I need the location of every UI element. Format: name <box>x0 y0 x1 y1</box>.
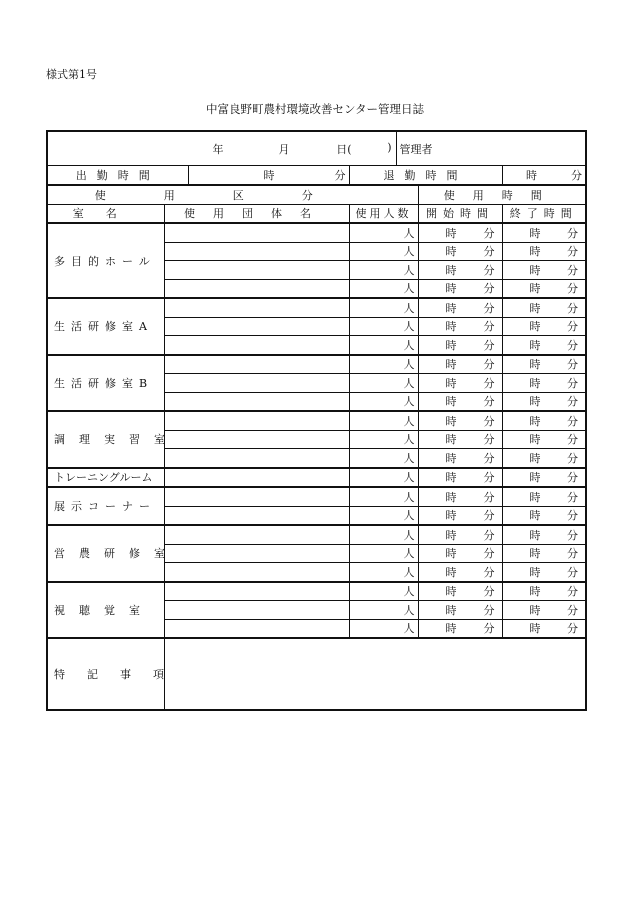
group-name-cell[interactable] <box>164 525 349 544</box>
minute-unit: 分 <box>567 528 579 542</box>
room-name: 展示コーナー <box>54 500 156 513</box>
person-unit: 人 <box>403 395 415 409</box>
attendance-cell[interactable] <box>349 619 418 638</box>
person-unit: 人 <box>403 471 415 485</box>
minute-unit: 分 <box>567 603 579 617</box>
person-unit: 人 <box>403 433 415 447</box>
room-name: 視聴覚室 <box>54 603 154 617</box>
minute-unit: 分 <box>483 433 495 447</box>
group-name-cell[interactable] <box>164 374 349 393</box>
end-time-label: 終了時間 <box>509 207 578 221</box>
end-time-cell[interactable] <box>502 261 586 280</box>
group-name-cell[interactable] <box>164 411 349 430</box>
hour-unit: 時 <box>445 585 457 599</box>
group-name-cell[interactable] <box>164 430 349 449</box>
group-name-cell[interactable] <box>164 317 349 336</box>
person-unit: 人 <box>403 301 415 315</box>
hour-unit: 時 <box>529 471 541 485</box>
attendance-cell[interactable] <box>349 449 418 468</box>
start-time-cell[interactable] <box>418 242 502 261</box>
group-name-cell[interactable] <box>164 468 349 488</box>
hour-unit: 時 <box>529 395 541 409</box>
end-time-cell[interactable] <box>502 487 586 506</box>
hour-unit: 時 <box>529 547 541 561</box>
group-name-cell[interactable] <box>164 449 349 468</box>
end-time-cell[interactable] <box>502 601 586 620</box>
arrival-label-cell <box>47 166 188 186</box>
hour-unit: 時 <box>529 433 541 447</box>
minute-unit: 分 <box>483 565 495 579</box>
usage-section-header <box>47 185 418 204</box>
hour-unit: 時 <box>529 301 541 315</box>
attendance-cell[interactable] <box>349 487 418 506</box>
hour-unit: 時 <box>529 226 541 240</box>
person-unit: 人 <box>403 528 415 542</box>
minute-unit: 分 <box>483 603 495 617</box>
minute-unit: 分 <box>567 509 579 523</box>
minute-unit: 分 <box>483 509 495 523</box>
day-open-label: 日( <box>336 142 352 156</box>
attendance-cell[interactable] <box>349 317 418 336</box>
hour-unit: 時 <box>445 603 457 617</box>
hour-unit: 時 <box>445 245 457 259</box>
year-label: 年 <box>212 142 224 156</box>
minute-unit: 分 <box>567 320 579 334</box>
start-time-cell[interactable] <box>418 619 502 638</box>
minute-unit: 分 <box>567 376 579 390</box>
start-time-cell[interactable] <box>418 525 502 544</box>
minute-unit: 分 <box>567 263 579 277</box>
start-time-cell[interactable] <box>418 317 502 336</box>
person-unit: 人 <box>403 338 415 352</box>
group-name-cell[interactable] <box>164 261 349 280</box>
room-name-cell <box>47 582 164 639</box>
hour-unit: 時 <box>445 509 457 523</box>
start-time-cell[interactable] <box>418 468 502 488</box>
usage-time-header <box>418 185 586 204</box>
room-name: 営農研修室 <box>54 547 179 561</box>
person-unit: 人 <box>403 282 415 296</box>
attendance-time-row <box>47 166 586 186</box>
hour-unit: 時 <box>529 509 541 523</box>
end-time-cell[interactable] <box>502 279 586 298</box>
group-name-cell[interactable] <box>164 392 349 411</box>
hour-unit: 時 <box>445 565 457 579</box>
person-unit: 人 <box>403 509 415 523</box>
hour-unit: 時 <box>445 263 457 277</box>
usage-section-label: 使用区分 <box>94 188 371 202</box>
departure-label: 退勤時間 <box>383 169 468 182</box>
attendance-cell[interactable] <box>349 544 418 563</box>
attendance-cell[interactable] <box>349 563 418 582</box>
hour-unit: 時 <box>445 301 457 315</box>
attendance-cell[interactable] <box>349 601 418 620</box>
attendance-cell[interactable] <box>349 374 418 393</box>
start-time-cell[interactable] <box>418 223 502 242</box>
person-unit: 人 <box>403 451 415 465</box>
hour-unit: 時 <box>445 451 457 465</box>
attendance-label: 使用人数 <box>355 207 412 221</box>
start-time-cell[interactable] <box>418 298 502 317</box>
hour-unit: 時 <box>445 414 457 428</box>
attendance-cell[interactable] <box>349 411 418 430</box>
end-time-cell[interactable] <box>502 374 586 393</box>
person-unit: 人 <box>403 245 415 259</box>
hour-unit: 時 <box>529 603 541 617</box>
minute-unit: 分 <box>483 547 495 561</box>
attendance-cell[interactable] <box>349 298 418 317</box>
minute-unit: 分 <box>483 490 495 504</box>
end-time-cell[interactable] <box>502 468 586 488</box>
person-unit: 人 <box>403 585 415 599</box>
hour-unit: 時 <box>445 338 457 352</box>
table-row <box>47 411 586 430</box>
start-time-cell[interactable] <box>418 374 502 393</box>
group-name-cell[interactable] <box>164 223 349 242</box>
hour-unit: 時 <box>529 528 541 542</box>
group-name-cell[interactable] <box>164 563 349 582</box>
minute-unit: 分 <box>483 414 495 428</box>
end-time-cell[interactable] <box>502 506 586 525</box>
document-title: 中富良野町農村環境改善センター管理日誌 <box>205 102 425 116</box>
attendance-cell[interactable] <box>349 392 418 411</box>
attendance-cell[interactable] <box>349 261 418 280</box>
start-time-header <box>418 204 502 223</box>
room-name: 生活研修室B <box>54 376 154 390</box>
room-name: 調理実習室 <box>54 433 179 447</box>
hour-unit: 時 <box>445 471 457 485</box>
notes-row <box>47 638 586 710</box>
group-name-cell[interactable] <box>164 336 349 355</box>
person-unit: 人 <box>403 603 415 617</box>
end-time-cell[interactable] <box>502 563 586 582</box>
start-time-cell[interactable] <box>418 261 502 280</box>
group-name-cell[interactable] <box>164 242 349 261</box>
hour-unit: 時 <box>445 622 457 636</box>
group-name-cell[interactable] <box>164 355 349 374</box>
hour-unit: 時 <box>529 263 541 277</box>
start-time-cell[interactable] <box>418 563 502 582</box>
hour-unit: 時 <box>529 622 541 636</box>
attendance-cell[interactable] <box>349 506 418 525</box>
hour-unit: 時 <box>529 320 541 334</box>
column-header-row <box>47 204 586 223</box>
departure-hour: 時 <box>526 169 538 182</box>
minute-unit: 分 <box>567 414 579 428</box>
start-time-cell[interactable] <box>418 601 502 620</box>
end-time-cell[interactable] <box>502 449 586 468</box>
room-name-cell <box>47 525 179 582</box>
end-time-cell[interactable] <box>502 411 586 430</box>
attendance-header <box>349 204 418 223</box>
table-row <box>47 223 586 242</box>
end-time-cell[interactable] <box>502 430 586 449</box>
hour-unit: 時 <box>529 358 541 372</box>
end-time-cell[interactable] <box>502 298 586 317</box>
group-name-cell[interactable] <box>164 506 349 525</box>
hour-unit: 時 <box>529 245 541 259</box>
person-unit: 人 <box>403 263 415 277</box>
end-time-cell[interactable] <box>502 242 586 261</box>
start-time-cell[interactable] <box>418 506 502 525</box>
month-label: 月 <box>278 142 290 156</box>
hour-unit: 時 <box>529 451 541 465</box>
room-name-cell <box>47 355 164 412</box>
minute-unit: 分 <box>567 358 579 372</box>
minute-unit: 分 <box>567 585 579 599</box>
minute-unit: 分 <box>483 622 495 636</box>
attendance-cell[interactable] <box>349 355 418 374</box>
minute-unit: 分 <box>483 338 495 352</box>
group-name-cell[interactable] <box>164 582 349 601</box>
start-time-cell[interactable] <box>418 336 502 355</box>
departure-time-cell[interactable] <box>502 166 586 186</box>
minute-unit: 分 <box>483 245 495 259</box>
arrival-label: 出勤時間 <box>75 169 160 182</box>
manager-cell[interactable] <box>396 131 586 166</box>
management-log-table <box>46 130 587 711</box>
minute-unit: 分 <box>483 471 495 485</box>
start-time-cell[interactable] <box>418 355 502 374</box>
person-unit: 人 <box>403 320 415 334</box>
table-row <box>47 525 586 544</box>
attendance-cell[interactable] <box>349 582 418 601</box>
minute-unit: 分 <box>567 451 579 465</box>
departure-label-cell <box>349 166 502 186</box>
end-time-cell[interactable] <box>502 336 586 355</box>
usage-time-label: 使用時間 <box>443 188 560 202</box>
minute-unit: 分 <box>567 565 579 579</box>
table-row <box>47 355 586 374</box>
room-name-cell <box>47 223 164 298</box>
notes-label-cell <box>47 638 186 710</box>
start-time-cell[interactable] <box>418 279 502 298</box>
person-unit: 人 <box>403 565 415 579</box>
end-time-cell[interactable] <box>502 544 586 563</box>
minute-unit: 分 <box>483 395 495 409</box>
hour-unit: 時 <box>529 565 541 579</box>
person-unit: 人 <box>403 547 415 561</box>
room-name-label: 室名 <box>72 207 139 221</box>
hour-unit: 時 <box>445 320 457 334</box>
minute-unit: 分 <box>483 451 495 465</box>
attendance-cell[interactable] <box>349 223 418 242</box>
arrival-time-cell[interactable] <box>188 166 349 186</box>
minute-unit: 分 <box>567 245 579 259</box>
end-time-cell[interactable] <box>502 223 586 242</box>
form-number: 様式第1号 <box>46 68 97 81</box>
group-name-cell[interactable] <box>164 298 349 317</box>
attendance-cell[interactable] <box>349 430 418 449</box>
notes-field[interactable] <box>164 638 586 710</box>
group-name-cell[interactable] <box>164 544 349 563</box>
end-time-cell[interactable] <box>502 525 586 544</box>
hour-unit: 時 <box>445 395 457 409</box>
column-group-header-row <box>47 185 586 204</box>
table-row <box>47 468 586 488</box>
hour-unit: 時 <box>445 433 457 447</box>
group-name-label: 使用団体名 <box>184 207 329 221</box>
hour-unit: 時 <box>529 490 541 504</box>
group-name-cell[interactable] <box>164 601 349 620</box>
departure-minute: 分 <box>571 169 583 182</box>
date-row <box>47 131 586 166</box>
table-row <box>47 487 586 506</box>
start-time-cell[interactable] <box>418 411 502 430</box>
minute-unit: 分 <box>483 226 495 240</box>
minute-unit: 分 <box>567 471 579 485</box>
table-row <box>47 582 586 601</box>
minute-unit: 分 <box>483 376 495 390</box>
minute-unit: 分 <box>567 338 579 352</box>
person-unit: 人 <box>403 414 415 428</box>
start-time-cell[interactable] <box>418 487 502 506</box>
hour-unit: 時 <box>529 282 541 296</box>
table-row <box>47 298 586 317</box>
start-time-label: 開始時間 <box>426 207 495 221</box>
room-name: 多目的ホール <box>54 254 156 268</box>
notes-label: 特記事項 <box>54 668 186 681</box>
end-time-cell[interactable] <box>502 355 586 374</box>
person-unit: 人 <box>403 226 415 240</box>
end-time-cell[interactable] <box>502 619 586 638</box>
room-name-cell <box>47 487 164 525</box>
attendance-cell[interactable] <box>349 336 418 355</box>
attendance-cell[interactable] <box>349 279 418 298</box>
room-name-cell <box>47 298 164 355</box>
minute-unit: 分 <box>567 226 579 240</box>
person-unit: 人 <box>403 490 415 504</box>
end-time-cell[interactable] <box>502 392 586 411</box>
room-name: トレーニングルーム <box>54 471 153 485</box>
minute-unit: 分 <box>483 528 495 542</box>
person-unit: 人 <box>403 376 415 390</box>
arrival-hour: 時 <box>263 169 275 182</box>
hour-unit: 時 <box>529 376 541 390</box>
manager-label: 管理者 <box>399 142 433 156</box>
arrival-minute: 分 <box>334 169 346 182</box>
group-name-header <box>164 204 349 223</box>
person-unit: 人 <box>403 622 415 636</box>
minute-unit: 分 <box>567 301 579 315</box>
hour-unit: 時 <box>445 547 457 561</box>
minute-unit: 分 <box>567 395 579 409</box>
minute-unit: 分 <box>567 490 579 504</box>
minute-unit: 分 <box>567 433 579 447</box>
minute-unit: 分 <box>567 282 579 296</box>
end-time-header <box>502 204 586 223</box>
hour-unit: 時 <box>445 528 457 542</box>
group-name-cell[interactable] <box>164 619 349 638</box>
attendance-cell[interactable] <box>349 468 418 488</box>
start-time-cell[interactable] <box>418 449 502 468</box>
room-name-cell <box>47 411 179 468</box>
minute-unit: 分 <box>483 585 495 599</box>
hour-unit: 時 <box>445 490 457 504</box>
room-name: 生活研修室A <box>54 320 153 334</box>
hour-unit: 時 <box>445 358 457 372</box>
room-name-header <box>47 204 164 223</box>
start-time-cell[interactable] <box>418 544 502 563</box>
minute-unit: 分 <box>483 320 495 334</box>
date-cell[interactable] <box>47 131 396 166</box>
group-name-cell[interactable] <box>164 487 349 506</box>
start-time-cell[interactable] <box>418 582 502 601</box>
hour-unit: 時 <box>445 376 457 390</box>
end-time-cell[interactable] <box>502 317 586 336</box>
minute-unit: 分 <box>483 282 495 296</box>
room-name-cell <box>47 468 164 488</box>
minute-unit: 分 <box>567 547 579 561</box>
minute-unit: 分 <box>483 358 495 372</box>
hour-unit: 時 <box>529 414 541 428</box>
day-close-label: ) <box>387 140 392 154</box>
attendance-cell[interactable] <box>349 525 418 544</box>
attendance-cell[interactable] <box>349 242 418 261</box>
hour-unit: 時 <box>529 338 541 352</box>
start-time-cell[interactable] <box>418 392 502 411</box>
hour-unit: 時 <box>445 226 457 240</box>
person-unit: 人 <box>403 358 415 372</box>
hour-unit: 時 <box>529 585 541 599</box>
hour-unit: 時 <box>445 282 457 296</box>
start-time-cell[interactable] <box>418 430 502 449</box>
minute-unit: 分 <box>483 301 495 315</box>
end-time-cell[interactable] <box>502 582 586 601</box>
minute-unit: 分 <box>567 622 579 636</box>
minute-unit: 分 <box>483 263 495 277</box>
group-name-cell[interactable] <box>164 279 349 298</box>
